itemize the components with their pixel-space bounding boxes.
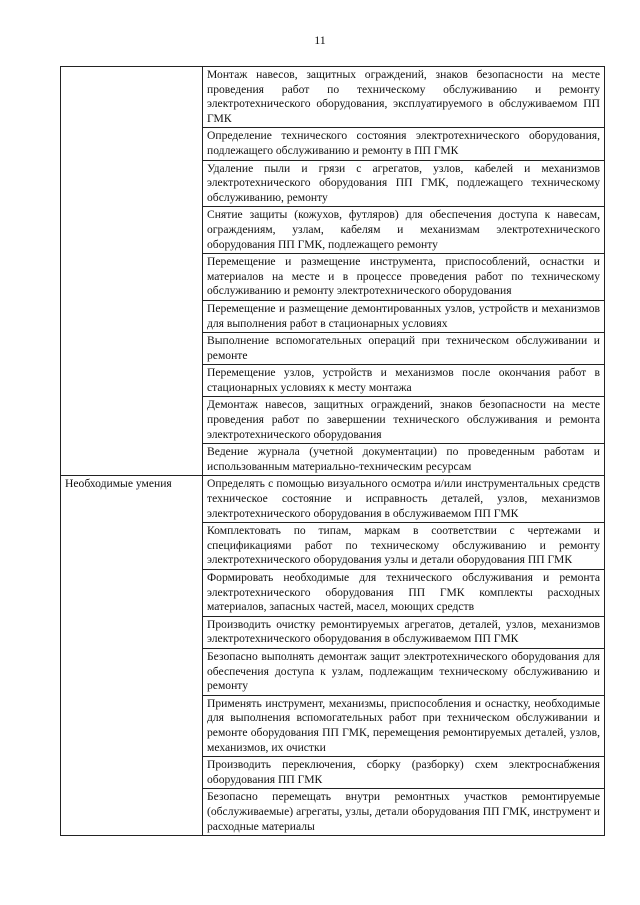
requirement-text-cell: Определять с помощью визуального осмотра и/или инструментальных средств техническое состояние и исправность деталей, узлов, механизмов электротехнического оборудования в обслуживаемом ПП ГМК [203, 476, 605, 523]
requirements-table-body [61, 67, 605, 836]
requirement-text-cell: Демонтаж навесов, защитных ограждений, знаков безопасности на месте проведения работ по завершении технического обслуживания и ремонта электротехнического оборудования [203, 397, 605, 444]
requirement-text-cell: Формировать необходимые для технического обслуживания и ремонта электротехнического оборудования ПП ГМК комплекты расходных материалов, запасных частей, масел, моющих средств [203, 570, 605, 617]
requirement-text-cell: Комплектовать по типам, маркам в соответствии с чертежами и спецификациями работ по техническому обслуживанию и ремонту электротехнического оборудования узлы и детали оборудования ПП ГМК [203, 523, 605, 570]
requirement-text-cell: Применять инструмент, механизмы, приспособления и оснастку, необходимые для выполнения вспомогательных работ при техническом обслуживании и ремонте оборудования ПП ГМК, перемещения ремонтируемых деталей, узлов, механизмов, их очистки [203, 695, 605, 756]
requirement-text-cell: Ведение журнала (учетной документации) по проведенным работам и использованным материально-техническим ресурсам [203, 444, 605, 476]
table-row [61, 67, 605, 128]
section-label-cell: Необходимые умения [61, 476, 203, 836]
requirement-text-cell: Перемещение и размещение демонтированных узлов, устройств и механизмов для выполнения работ в стационарных условиях [203, 300, 605, 332]
requirement-text-cell: Удаление пыли и грязи с агрегатов, узлов, кабелей и механизмов электротехнического оборудования ПП ГМК, подлежащего техническому обслуживанию, ремонту [203, 160, 605, 207]
requirement-text-cell: Монтаж навесов, защитных ограждений, знаков безопасности на месте проведения работ по техническому обслуживанию и ремонту электротехнического оборудования, эксплуатируемого в обслуживаемом ПП ГМК [203, 67, 605, 128]
requirement-text-cell: Выполнение вспомогательных операций при техническом обслуживании и ремонте [203, 333, 605, 365]
requirement-text-cell: Производить очистку ремонтируемых агрегатов, деталей, узлов, механизмов электротехнического оборудования в обслуживаемом ПП ГМК [203, 616, 605, 648]
section-label-cell [61, 67, 203, 476]
requirements-table [60, 66, 605, 836]
requirement-text-cell: Определение технического состояния электротехнического оборудования, подлежащего обслуживанию и ремонту в ПП ГМК [203, 128, 605, 160]
requirement-text-cell: Производить переключения, сборку (разборку) схем электроснабжения оборудования ПП ГМК [203, 757, 605, 789]
requirement-text-cell: Безопасно выполнять демонтаж защит электротехнического оборудования для обеспечения доступа к узлам, подлежащим техническому обслуживанию и ремонту [203, 648, 605, 695]
requirement-text-cell: Снятие защиты (кожухов, футляров) для обеспечения доступа к навесам, ограждениям, узлам, кабелям и механизмам электротехнического оборудования ПП ГМК, подлежащего ремонту [203, 207, 605, 254]
page-number: 11 [314, 33, 326, 47]
requirement-text-cell: Перемещение узлов, устройств и механизмов после окончания работ в стационарных условиях к месту монтажа [203, 365, 605, 397]
requirement-text-cell: Безопасно перемещать внутри ремонтных участков ремонтируемые (обслуживаемые) агрегаты, узлы, детали оборудования ПП ГМК, инструмент и расходные материалы [203, 789, 605, 836]
table-row [61, 476, 605, 523]
requirement-text-cell: Перемещение и размещение инструмента, приспособлений, оснастки и материалов на месте и в процессе проведения работ по техническому обслуживанию и ремонту электротехнического оборудования [203, 254, 605, 301]
